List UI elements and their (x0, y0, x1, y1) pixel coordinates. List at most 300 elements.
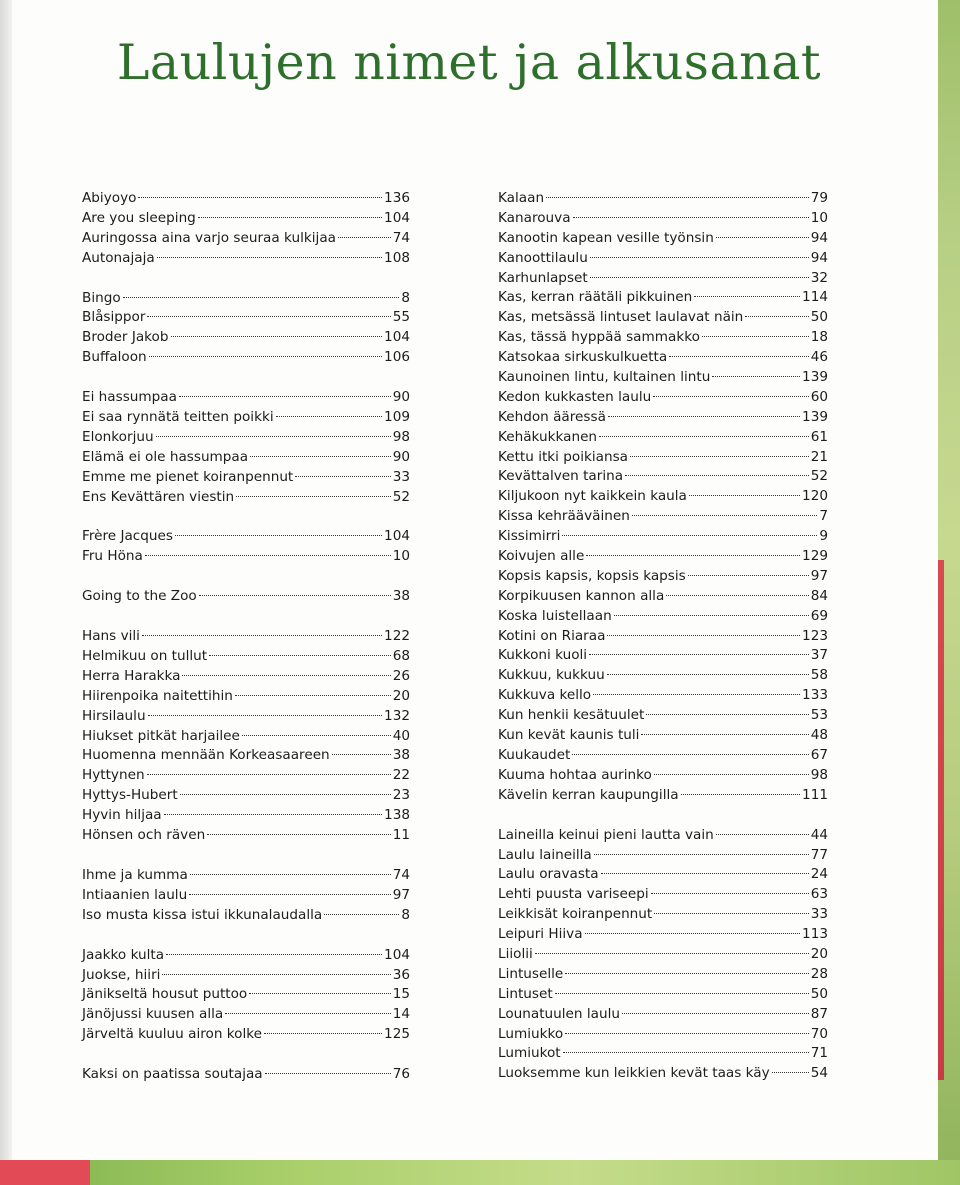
dot-leader (654, 774, 809, 775)
song-title: Kas, tässä hyppää sammakko (498, 329, 700, 346)
index-letter-group (82, 1065, 410, 1085)
song-title: Hönsen och räven (82, 827, 206, 844)
index-entry (498, 467, 828, 487)
dot-leader (563, 1052, 809, 1053)
dot-leader (593, 694, 800, 695)
index-entry (498, 428, 828, 448)
dot-leader (535, 953, 809, 954)
dot-leader (207, 834, 390, 835)
dot-leader (562, 535, 817, 536)
dot-leader (142, 635, 382, 636)
page-number: 55 (392, 309, 410, 326)
page-number: 109 (384, 409, 410, 426)
page-number: 32 (810, 269, 828, 286)
page-number: 44 (810, 826, 828, 843)
song-title: Jänikseltä housut puttoo (82, 986, 248, 1003)
dot-leader (632, 515, 817, 516)
index-entry (498, 786, 828, 806)
song-title: Elonkorjuu (82, 428, 154, 445)
index-entry (82, 946, 410, 966)
song-title: Kun kevät kaunis tuli (498, 727, 640, 744)
dot-leader (225, 1013, 390, 1014)
index-entry (82, 189, 410, 209)
song-title: Fru Höna (82, 548, 143, 565)
book-cover-red-corner (0, 1160, 90, 1185)
song-title: Kissa kehrääväinen (498, 508, 630, 525)
dot-leader (565, 1033, 809, 1034)
dot-leader (264, 1033, 382, 1034)
dot-leader (590, 257, 809, 258)
page-number: 97 (810, 567, 828, 584)
page-number: 69 (810, 607, 828, 624)
index-entry (498, 547, 828, 567)
index-entry (82, 687, 410, 707)
index-entry (498, 507, 828, 527)
page-number: 74 (392, 229, 410, 246)
dot-leader (590, 277, 809, 278)
page-number: 9 (819, 528, 828, 545)
page-number: 33 (392, 468, 410, 485)
song-title: Are you sleeping (82, 209, 196, 226)
dot-leader (295, 476, 390, 477)
song-title: Järveltä kuuluu airon kolke (82, 1026, 262, 1043)
page-number: 90 (392, 389, 410, 406)
dot-leader (653, 396, 808, 397)
index-entry (82, 408, 410, 428)
index-column-right (498, 189, 828, 1084)
index-entry (498, 368, 828, 388)
index-entry (498, 1064, 828, 1084)
dot-leader (716, 834, 809, 835)
page-number: 33 (810, 906, 828, 923)
page-number: 108 (384, 249, 410, 266)
page-number: 125 (384, 1026, 410, 1043)
page-number: 52 (392, 488, 410, 505)
index-entry (498, 348, 828, 368)
index-entry (498, 388, 828, 408)
song-title: Hyvin hiljaa (82, 807, 162, 824)
song-title: Leipuri Hiiva (498, 926, 583, 943)
index-letter-group (82, 627, 410, 846)
page-number: 90 (392, 448, 410, 465)
page-number: 139 (802, 369, 828, 386)
song-title: Ei saa rynnätä teitten poikki (82, 409, 274, 426)
song-title: Herra Harakka (82, 667, 181, 684)
index-entry (498, 885, 828, 905)
page-number: 23 (392, 787, 410, 804)
index-entry (82, 966, 410, 986)
song-title: Elämä ei ole hassumpaa (82, 448, 249, 465)
dot-leader (209, 655, 391, 656)
index-entry (82, 448, 410, 468)
page-number: 14 (392, 1006, 410, 1023)
dot-leader (572, 754, 808, 755)
dot-leader (565, 973, 808, 974)
index-entry (82, 209, 410, 229)
song-title: Lumiukot (498, 1045, 561, 1062)
page-number: 98 (810, 766, 828, 783)
index-entry (498, 607, 828, 627)
dot-leader (651, 893, 809, 894)
song-title: Luoksemme kun leikkien kevät taas käy (498, 1065, 770, 1082)
page-number: 10 (392, 548, 410, 565)
song-title: Kanoottilaulu (498, 249, 588, 266)
page-number: 94 (810, 229, 828, 246)
dot-leader (607, 674, 809, 675)
book-cover-edge-bottom (0, 1160, 960, 1185)
page-number: 76 (392, 1066, 410, 1083)
dot-leader (276, 416, 382, 417)
song-title: Kuukaudet (498, 746, 571, 763)
song-title: Iso musta kissa istui ikkunalaudalla (82, 906, 323, 923)
dot-leader (166, 954, 382, 955)
dot-leader (332, 754, 391, 755)
dot-leader (147, 316, 390, 317)
song-title: Kuuma hohtaa aurinko (498, 766, 652, 783)
dot-leader (265, 1073, 391, 1074)
index-letter-group (82, 189, 410, 269)
song-title: Autonajaja (82, 249, 155, 266)
index-entry (498, 308, 828, 328)
song-title: Kaksi on paatissa soutajaa (82, 1066, 263, 1083)
page-number: 104 (384, 209, 410, 226)
index-entry (82, 766, 410, 786)
song-title: Kukkuva kello (498, 687, 592, 704)
page-number: 77 (810, 846, 828, 863)
dot-leader (236, 496, 391, 497)
index-entry (82, 886, 410, 906)
song-title: Koska luistellaan (498, 607, 612, 624)
song-title: Leikkisät koiranpennut (498, 906, 653, 923)
index-entry (498, 328, 828, 348)
page-number: 20 (810, 945, 828, 962)
page-number: 106 (384, 349, 410, 366)
page-number: 74 (392, 866, 410, 883)
index-entry (82, 289, 410, 309)
index-entry (82, 428, 410, 448)
song-title: Kävelin kerran kaupungilla (498, 786, 679, 803)
index-entry (82, 746, 410, 766)
page-number: 10 (810, 209, 828, 226)
song-title: Helmikuu on tullut (82, 648, 208, 665)
dot-leader (250, 456, 391, 457)
song-title: Kun henkii kesätuulet (498, 707, 645, 724)
page-number: 120 (802, 488, 828, 505)
index-letter-group (82, 527, 410, 567)
dot-leader (669, 356, 808, 357)
page-number: 22 (392, 767, 410, 784)
song-title: Kotini on Riaraa (498, 627, 606, 644)
index-entry (498, 726, 828, 746)
page-number: 87 (810, 1005, 828, 1022)
dot-leader (138, 197, 382, 198)
index-entry (82, 826, 410, 846)
dot-leader (147, 774, 391, 775)
song-title: Hans vili (82, 628, 140, 645)
dot-leader (189, 894, 390, 895)
page-number: 139 (802, 408, 828, 425)
dot-leader (586, 555, 800, 556)
dot-leader (235, 695, 391, 696)
page-number: 133 (802, 687, 828, 704)
index-entry (498, 905, 828, 925)
dot-leader (199, 595, 391, 596)
page-number: 52 (810, 468, 828, 485)
dot-leader (324, 914, 399, 915)
page-number: 26 (392, 667, 410, 684)
dot-leader (149, 356, 382, 357)
dot-leader (654, 913, 808, 914)
index-entry (82, 1065, 410, 1085)
index-entry (82, 906, 410, 926)
dot-leader (622, 1013, 809, 1014)
dot-leader (594, 854, 809, 855)
dot-leader (148, 715, 382, 716)
dot-leader (599, 436, 809, 437)
dot-leader (182, 675, 390, 676)
page-number: 48 (810, 727, 828, 744)
dot-leader (666, 595, 808, 596)
index-entry (82, 727, 410, 747)
song-title: Kalaan (498, 190, 545, 206)
page-number: 11 (392, 827, 410, 844)
song-title: Lintuselle (498, 965, 564, 982)
index-entry (82, 1005, 410, 1025)
dot-leader (546, 197, 809, 198)
page-number: 136 (384, 190, 410, 206)
song-title: Hirsilaulu (82, 707, 146, 724)
dot-leader (694, 296, 800, 297)
page-number: 123 (802, 627, 828, 644)
index-entry (82, 488, 410, 508)
index-entry (82, 328, 410, 348)
song-title: Liiolii (498, 945, 533, 962)
index-entry (82, 985, 410, 1005)
index-entry (498, 587, 828, 607)
index-entry (82, 249, 410, 269)
index-entry (82, 866, 410, 886)
index-entry (498, 826, 828, 846)
page-number: 113 (802, 926, 828, 943)
index-entry (498, 209, 828, 229)
song-title: Emme me pienet koiranpennut (82, 468, 294, 485)
page-number: 7 (819, 508, 828, 525)
index-entry (82, 348, 410, 368)
index-entry (498, 487, 828, 507)
song-title: Huomenna mennään Korkeasaareen (82, 747, 330, 764)
dot-leader (702, 336, 809, 337)
song-title: Kas, kerran räätäli pikkuinen (498, 289, 693, 306)
page-number: 20 (392, 687, 410, 704)
song-title: Karhunlapset (498, 269, 588, 286)
song-title: Kanootin kapean vesille työnsin (498, 229, 714, 246)
song-title: Frère Jacques (82, 528, 173, 545)
page-number: 46 (810, 349, 828, 366)
dot-leader (171, 336, 383, 337)
index-entry (498, 249, 828, 269)
index-letter-group (82, 946, 410, 1045)
page-number: 24 (810, 866, 828, 883)
song-title: Kehdon ääressä (498, 408, 606, 425)
index-entry (498, 567, 828, 587)
page-number: 67 (810, 746, 828, 763)
index-entry (498, 686, 828, 706)
dot-leader (625, 475, 809, 476)
page-number: 28 (810, 965, 828, 982)
song-title: Kiljukoon nyt kaikkein kaula (498, 488, 687, 505)
page-number: 132 (384, 707, 410, 724)
dot-leader (688, 575, 809, 576)
dot-leader (175, 535, 382, 536)
dot-leader (145, 555, 391, 556)
dot-leader (123, 297, 400, 298)
song-title: Lumiukko (498, 1025, 564, 1042)
page-number: 58 (810, 667, 828, 684)
song-title: Abiyoyo (82, 190, 137, 206)
dot-leader (198, 217, 382, 218)
page-number: 114 (802, 289, 828, 306)
dot-leader (156, 436, 391, 437)
page-number: 38 (392, 747, 410, 764)
song-title: Hiukset pitkät harjailee (82, 727, 240, 744)
page-number: 38 (392, 588, 410, 605)
page-number: 40 (392, 727, 410, 744)
song-title: Intiaanien laulu (82, 886, 188, 903)
dot-leader (249, 993, 390, 994)
song-title: Kaunoinen lintu, kultainen lintu (498, 369, 711, 386)
index-letter-group (82, 587, 410, 607)
song-title: Lintuset (498, 985, 553, 1002)
page-number: 104 (384, 329, 410, 346)
song-title: Laulu laineilla (498, 846, 592, 863)
index-entry (82, 806, 410, 826)
dot-leader (179, 396, 391, 397)
index-entry (82, 707, 410, 727)
index-entry (498, 706, 828, 726)
index-entry (82, 388, 410, 408)
index-entry (498, 1044, 828, 1064)
song-title: Kukkoni kuoli (498, 647, 588, 664)
page-number: 97 (392, 886, 410, 903)
index-entry (82, 667, 410, 687)
song-title: Kopsis kapsis, kopsis kapsis (498, 567, 686, 584)
page-number: 68 (392, 648, 410, 665)
index-entry (82, 587, 410, 607)
dot-leader (601, 873, 809, 874)
index-entry (498, 766, 828, 786)
song-title: Katsokaa sirkuskulkuetta (498, 349, 668, 366)
index-entry (82, 627, 410, 647)
dot-leader (614, 615, 809, 616)
index-entry (498, 527, 828, 547)
dot-leader (712, 376, 800, 377)
song-title: Hyttys-Hubert (82, 787, 178, 804)
dot-leader (338, 237, 391, 238)
index-entry (498, 746, 828, 766)
song-title: Laineilla keinui pieni lautta vain (498, 826, 714, 843)
dot-leader (180, 794, 391, 795)
index-entry (498, 189, 828, 209)
index-entry (498, 945, 828, 965)
song-title: Kehäkukkanen (498, 428, 598, 445)
index-letter-group (498, 826, 828, 1085)
index-letter-group (82, 866, 410, 926)
song-title: Koivujen alle (498, 548, 585, 565)
dot-leader (589, 654, 809, 655)
index-entry (498, 965, 828, 985)
dot-leader (585, 933, 800, 934)
dot-leader (646, 714, 808, 715)
page-number: 94 (810, 249, 828, 266)
index-entry (498, 1025, 828, 1045)
page-number: 104 (384, 946, 410, 963)
dot-leader (681, 794, 800, 795)
dot-leader (608, 416, 800, 417)
index-entry (498, 269, 828, 289)
index-entry (82, 468, 410, 488)
index-entry (498, 985, 828, 1005)
page-number: 15 (392, 986, 410, 1003)
page-number: 21 (810, 448, 828, 465)
index-entry (82, 229, 410, 249)
song-title: Lounatuulen laulu (498, 1005, 620, 1022)
index-entry (498, 646, 828, 666)
index-entry (498, 288, 828, 308)
page-number: 84 (810, 587, 828, 604)
song-title: Bingo (82, 289, 121, 306)
song-title: Kettu itki poikiansa (498, 448, 629, 465)
song-title: Kedon kukkasten laulu (498, 388, 652, 405)
song-title: Kevättalven tarina (498, 468, 624, 485)
dot-leader (607, 635, 800, 636)
song-title: Lehti puusta variseepi (498, 886, 649, 903)
dot-leader (555, 993, 809, 994)
index-entry (498, 666, 828, 686)
index-letter-group (82, 289, 410, 369)
index-entry (82, 1025, 410, 1045)
song-title: Jaakko kulta (82, 946, 165, 963)
dot-leader (630, 456, 809, 457)
index-entry (498, 846, 828, 866)
dot-leader (157, 257, 382, 258)
page-number: 104 (384, 528, 410, 545)
song-title: Korpikuusen kannon alla (498, 587, 665, 604)
index-entry (82, 527, 410, 547)
page-number: 37 (810, 647, 828, 664)
song-title: Ihme ja kumma (82, 866, 188, 883)
index-entry (498, 229, 828, 249)
dot-leader (162, 974, 390, 975)
index-entry (498, 448, 828, 468)
page-gutter-shadow (0, 0, 12, 1160)
song-title: Hiirenpoika naitettihin (82, 687, 233, 704)
page-number: 71 (810, 1045, 828, 1062)
page-number: 70 (810, 1025, 828, 1042)
song-title: Hyttynen (82, 767, 145, 784)
page-number: 122 (384, 628, 410, 645)
page-number: 53 (810, 707, 828, 724)
dot-leader (242, 735, 391, 736)
dot-leader (641, 734, 808, 735)
page-number: 8 (401, 289, 410, 306)
song-title: Kukkuu, kukkuu (498, 667, 605, 684)
dot-leader (573, 217, 809, 218)
index-entry (82, 786, 410, 806)
page-number: 98 (392, 428, 410, 445)
page-number: 129 (802, 548, 828, 565)
page-number: 61 (810, 428, 828, 445)
index-entry (498, 408, 828, 428)
